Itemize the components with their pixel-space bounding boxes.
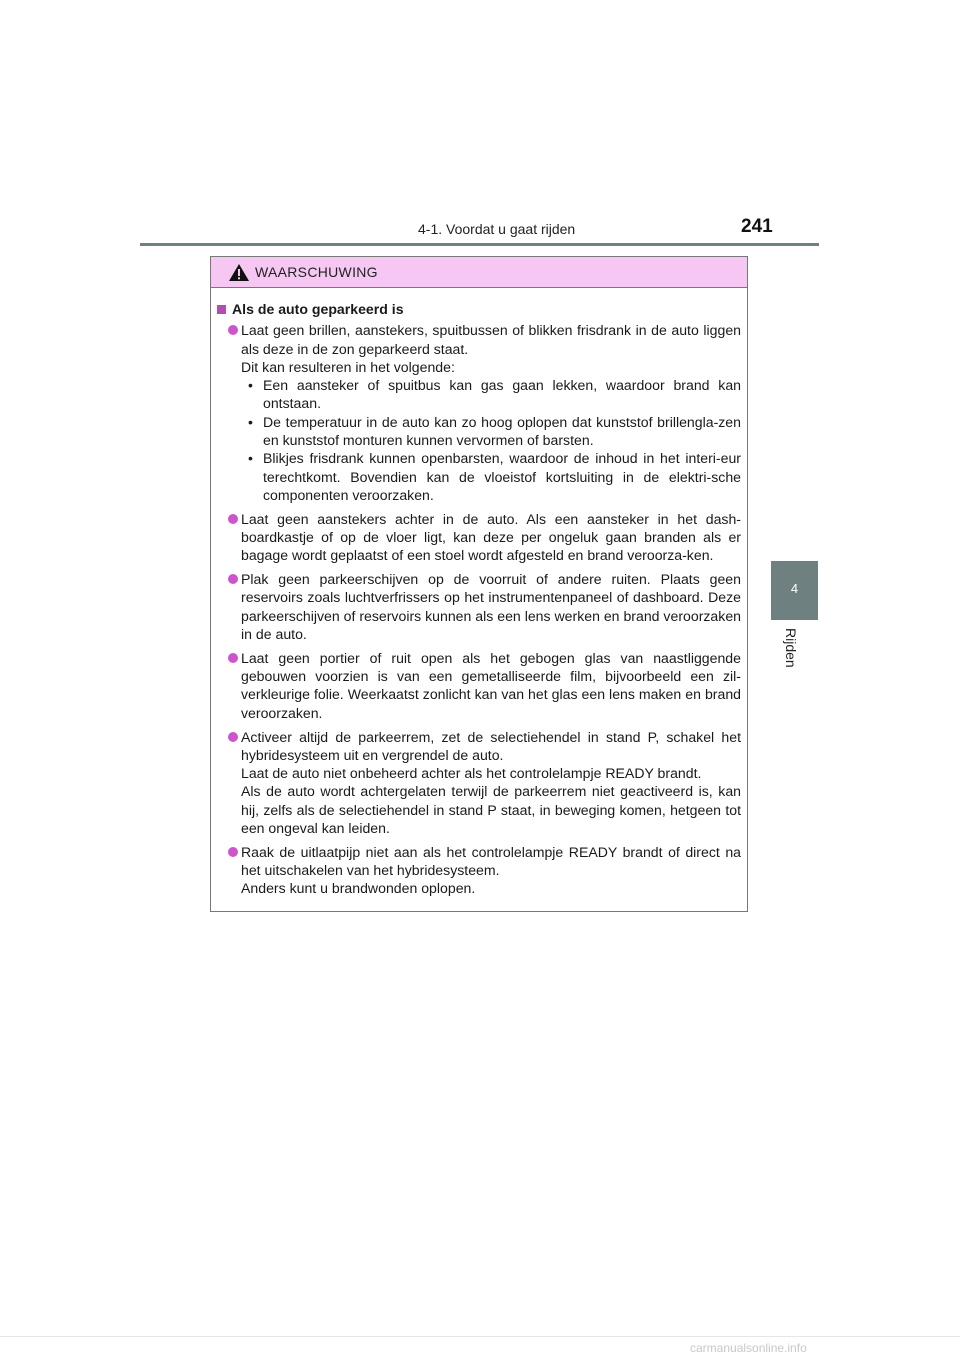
- item-text: Activeer altijd de parkeerrem, zet de selectiehendel in stand P, schakel het hybridesysteem uit en vergrendel de auto.: [241, 728, 741, 763]
- sub-item-text: Een aansteker of spuitbus kan gas gaan lekken, waardoor brand kan ontstaan.: [263, 377, 741, 412]
- item-text: Raak de uitlaatpijp niet aan als het controlelampje READY brandt of direct na het uitschakelen van het hybridesysteem.: [241, 843, 741, 879]
- bullet-icon: [228, 325, 238, 335]
- item-text: Laat geen aanstekers achter in de auto. Als een aansteker in het dash-boardkastje of op de vloer ligt, kan deze per ongeluk gaan branden als er bagage wordt geplaatst of een stoel wordt afgesteld en brand veroorza-ken.: [241, 510, 741, 564]
- sub-list-item: [248, 376, 741, 413]
- section-heading-text: Als de auto geparkeerd is: [232, 301, 404, 317]
- chapter-tab: [771, 561, 818, 620]
- item-text: Laat geen brillen, aanstekers, spuitbussen of blikken frisdrank in de auto liggen als deze in de zon geparkeerd staat.: [241, 322, 741, 357]
- list-item: [217, 728, 741, 838]
- bullet-icon: [228, 847, 238, 857]
- list-item: [217, 843, 741, 898]
- page-number: 241: [741, 216, 773, 237]
- warning-body: [211, 288, 747, 898]
- sub-list-item: [248, 449, 741, 504]
- item-text: Plak geen parkeerschijven op de voorruit of andere ruiten. Plaats geen reservoirs zoals luchtverfrissers op het instrumentenpaneel of dashboard. Deze parkeerschijven of reservoirs kunnen als een lens werken en brand veroorzaken in de auto.: [241, 571, 741, 643]
- sub-list-item: [248, 413, 741, 450]
- item-text: Anders kunt u brandwonden oplopen.: [241, 880, 476, 897]
- section-title: 4-1. Voordat u gaat rijden: [418, 221, 576, 237]
- bullet-icon: [228, 732, 238, 742]
- bullet-icon: [228, 574, 238, 584]
- list-item: [217, 510, 741, 565]
- chapter-number: 4: [790, 581, 799, 596]
- list-item: [217, 570, 741, 643]
- list-item: [217, 321, 741, 504]
- item-text: Dit kan resulteren in het volgende:: [241, 358, 455, 375]
- warning-triangle-icon: [228, 263, 250, 282]
- footer-divider: [0, 1336, 960, 1337]
- sub-bullet-icon: •: [248, 413, 253, 430]
- list-item: [217, 649, 741, 722]
- warning-box: [210, 256, 748, 912]
- sub-bullet-icon: •: [248, 450, 253, 467]
- sub-bullet-icon: •: [248, 377, 253, 394]
- item-text: Als de auto wordt achtergelaten terwijl de parkeerrem niet geactiveerd is, kan hij, zelfs als de selectiehendel in stand P staat, in beweging komen, hetgeen tot een ongeval kan leiden.: [241, 783, 741, 837]
- section-heading: [217, 300, 741, 318]
- watermark: carmanualsonline.info: [690, 1341, 807, 1355]
- warning-title: WAARSCHUWING: [255, 264, 378, 280]
- bullet-icon: [228, 653, 238, 663]
- sub-item-text: Blikjes frisdrank kunnen openbarsten, waardoor de inhoud in het interi-eur terechtkomt. Bovendien kan de vloeistof kortsluiting in de elektri-sche componenten veroorzaken.: [263, 450, 741, 503]
- item-text: Laat de auto niet onbeheerd achter als het controlelampje READY brandt.: [241, 765, 702, 782]
- header-divider: [140, 243, 819, 246]
- bullet-icon: [228, 514, 238, 524]
- sub-item-text: De temperatuur in de auto kan zo hoog oplopen dat kunststof brillengla-zen en kunststof monturen kunnen vervormen of barsten.: [263, 413, 741, 449]
- square-bullet-icon: [217, 305, 226, 314]
- chapter-label: Rijden: [783, 628, 799, 668]
- item-text: Laat geen portier of ruit open als het gebogen glas van naastliggende gebouwen voorzien is van een gemetalliseerde film, bijvoorbeeld een zil-verkleurige folie. Weerkaatst zonlicht kan van het glas een lens maken en brand veroorzaken.: [241, 649, 741, 721]
- warning-header: [211, 257, 747, 288]
